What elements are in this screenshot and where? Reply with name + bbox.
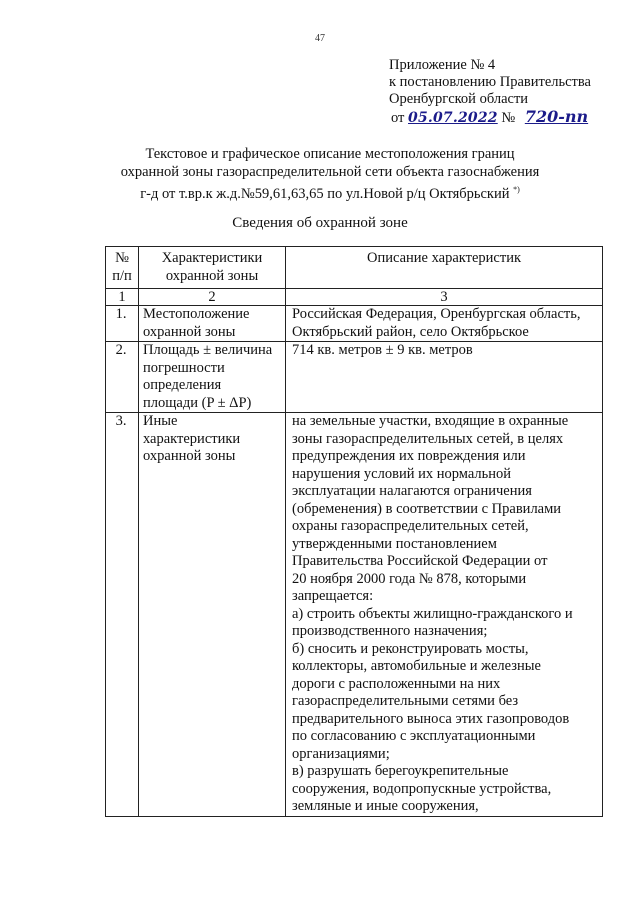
row-characteristic: Местоположение охранной зоны [139, 306, 286, 342]
table-header-row [106, 247, 603, 289]
protection-zone-table [105, 246, 603, 817]
row-number: 3. [106, 413, 139, 817]
appendix-block [389, 57, 591, 127]
row-number: 1. [106, 306, 139, 342]
footnote-mark: *) [513, 185, 520, 194]
row-description: на земельные участки, входящие в охранные зоны газораспределительных сетей, в целях предупреждения их повреждения или нарушения условий их нормальной эксплуатации налагаются ограничения (обременения) в соответствии с Правилами охраны газораспределительных сетей, утвержденными постановлением Правительства Российской Федерации от 20 ноября 2000 года № 878, которыми запрещается: а) строить объекты жилищно-гражданского и производственного назначения; б) сносить и реконструировать мосты, коллекторы, автомобильные и железные дороги с расположенными на них газораспределительными сетями без предварительного выноса этих газопроводов по согласованию с эксплуатационными организациями; в) разрушать берегоукрепительные сооружения, водопропускные устройства, земляные и иные сооружения, [286, 413, 603, 817]
appendix-line: Приложение № 4 [389, 57, 496, 73]
date-prefix: от [391, 110, 405, 126]
appendix-signature-line [391, 108, 591, 127]
title-line [60, 181, 600, 203]
appendix-line: к постановлению Правительства [389, 74, 591, 90]
column-number-row [106, 289, 603, 306]
page-number: 47 [315, 33, 325, 44]
appendix-line: Оренбургской области [389, 91, 529, 107]
table-row [106, 342, 603, 413]
column-number: 2 [139, 289, 286, 306]
document-title [60, 146, 600, 203]
row-characteristic: Иные характеристики охранной зоны [139, 413, 286, 817]
header-description: Описание характеристик [286, 247, 603, 289]
header-characteristics: Характеристики охранной зоны [139, 247, 286, 289]
row-number: 2. [106, 342, 139, 413]
column-number: 3 [286, 289, 603, 306]
handwritten-number: 720-пп [524, 107, 589, 126]
section-heading: Сведения об охранной зоне [232, 215, 408, 231]
column-number: 1 [106, 289, 139, 306]
title-line: Текстовое и графическое описание местоположения границ [145, 146, 515, 162]
header-num: № п/п [106, 247, 139, 289]
table-row [106, 413, 603, 817]
title-line-text: г-д от т.вр.к ж.д.№59,61,63,65 по ул.Новой р/ц Октябрьский [140, 185, 510, 202]
row-description: Российская Федерация, Оренбургская область, Октябрьский район, село Октябрьское [286, 306, 603, 342]
number-sign: № [501, 110, 516, 126]
row-description: 714 кв. метров ± 9 кв. метров [286, 342, 603, 413]
row-characteristic: Площадь ± величина погрешности определения площади (P ± ΔP) [139, 342, 286, 413]
table-row [106, 306, 603, 342]
handwritten-date: 05.07.2022 [408, 110, 498, 126]
title-line: охранной зоны газораспределительной сети объекта газоснабжения [120, 163, 540, 180]
